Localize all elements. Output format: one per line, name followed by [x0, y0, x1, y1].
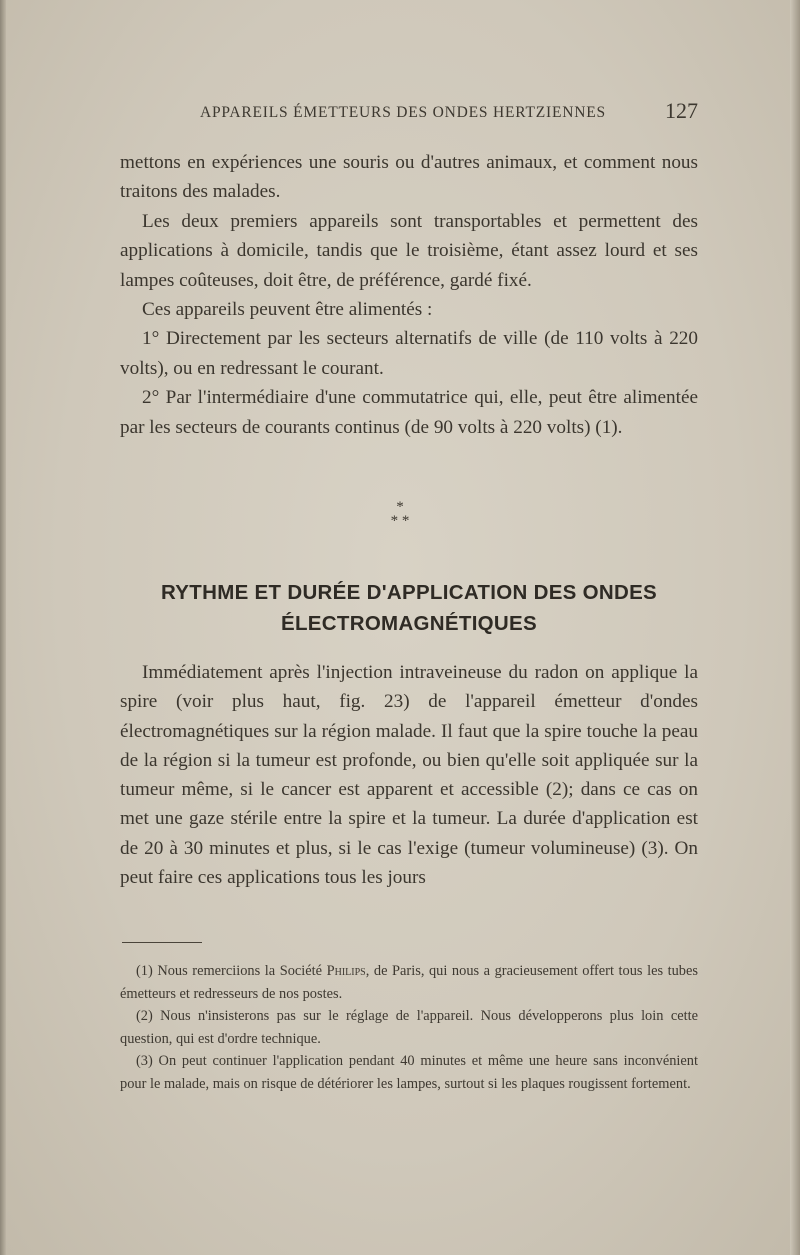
- footnote: (2) Nous n'insisterons pas sur le réglage de l'appareil. Nous développerons plus loin cette question, qui est d'ordre technique.: [120, 1008, 698, 1047]
- section-body: [120, 658, 698, 892]
- section-heading: [110, 577, 708, 639]
- heading-line: RYTHME ET DURÉE D'APPLICATION DES ONDES: [160, 581, 658, 604]
- heading-line: ÉLECTROMAGNÉTIQUES: [281, 612, 537, 635]
- footnotes: [120, 960, 698, 1095]
- paragraph: Les deux premiers appareils sont transportables et permettent des applications à domicile, tandis que le troisième, étant assez lourd et ses lampes coûteuses, doit être, de préférence, gardé fixé.: [120, 210, 698, 291]
- footnote-text: , de Paris, qui nous a gracieusement offert tous les tubes émetteurs et redresseurs de nos postes.: [120, 963, 698, 1002]
- separator-stars: * *: [390, 513, 410, 529]
- paragraph: 1° Directement par les secteurs alternatifs de ville (de 110 volts à 220 volts), ou en redressant le courant.: [120, 328, 698, 379]
- body-text: [120, 148, 698, 442]
- page-header: [120, 98, 698, 128]
- page-right-edge: [790, 0, 800, 1255]
- page-number: 127: [665, 98, 698, 123]
- footnote-rule: [122, 942, 202, 943]
- paragraph: Ces appareils peuvent être alimentés :: [142, 299, 433, 321]
- footnote-text: (1) Nous remerciions la Société: [136, 963, 327, 979]
- separator-star: *: [396, 499, 404, 515]
- paragraph: 2° Par l'intermédiaire d'une commutatrice qui, elle, peut être alimentée par les secteurs de courants continus (de 90 volts à 220 volts) (1).: [120, 387, 698, 438]
- company-name: Philips: [326, 963, 366, 979]
- page-left-edge: [0, 0, 6, 1255]
- running-head: APPAREILS ÉMETTEURS DES ONDES HERTZIENNES: [200, 104, 606, 121]
- footnote: (3) On peut continuer l'application pendant 40 minutes et même une heure sans inconvénient pour le malade, mais on risque de détériorer les lampes, surtout si les plaques rougissent fortement.: [120, 1053, 698, 1092]
- footnote: [120, 960, 698, 1005]
- section-separator: [380, 500, 420, 528]
- paragraph: Immédiatement après l'injection intraveineuse du radon on applique la spire (voir plus haut, fig. 23) de l'appareil émetteur d'ondes électromagnétiques sur la région malade. Il faut que la spire touche la peau de la région si la tumeur est profonde, ou bien qu'elle soit appliquée sur la tumeur même, si le cancer est apparent et accessible (2); dans ce cas on met une gaze stérile entre la spire et la tumeur. La durée d'application est de 20 à 30 minutes et plus, si le cas l'exige (tumeur volumineuse) (3). On peut faire ces applications tous les jours: [120, 662, 698, 889]
- paragraph: mettons en expériences une souris ou d'autres animaux, et comment nous traitons des malades.: [120, 152, 698, 203]
